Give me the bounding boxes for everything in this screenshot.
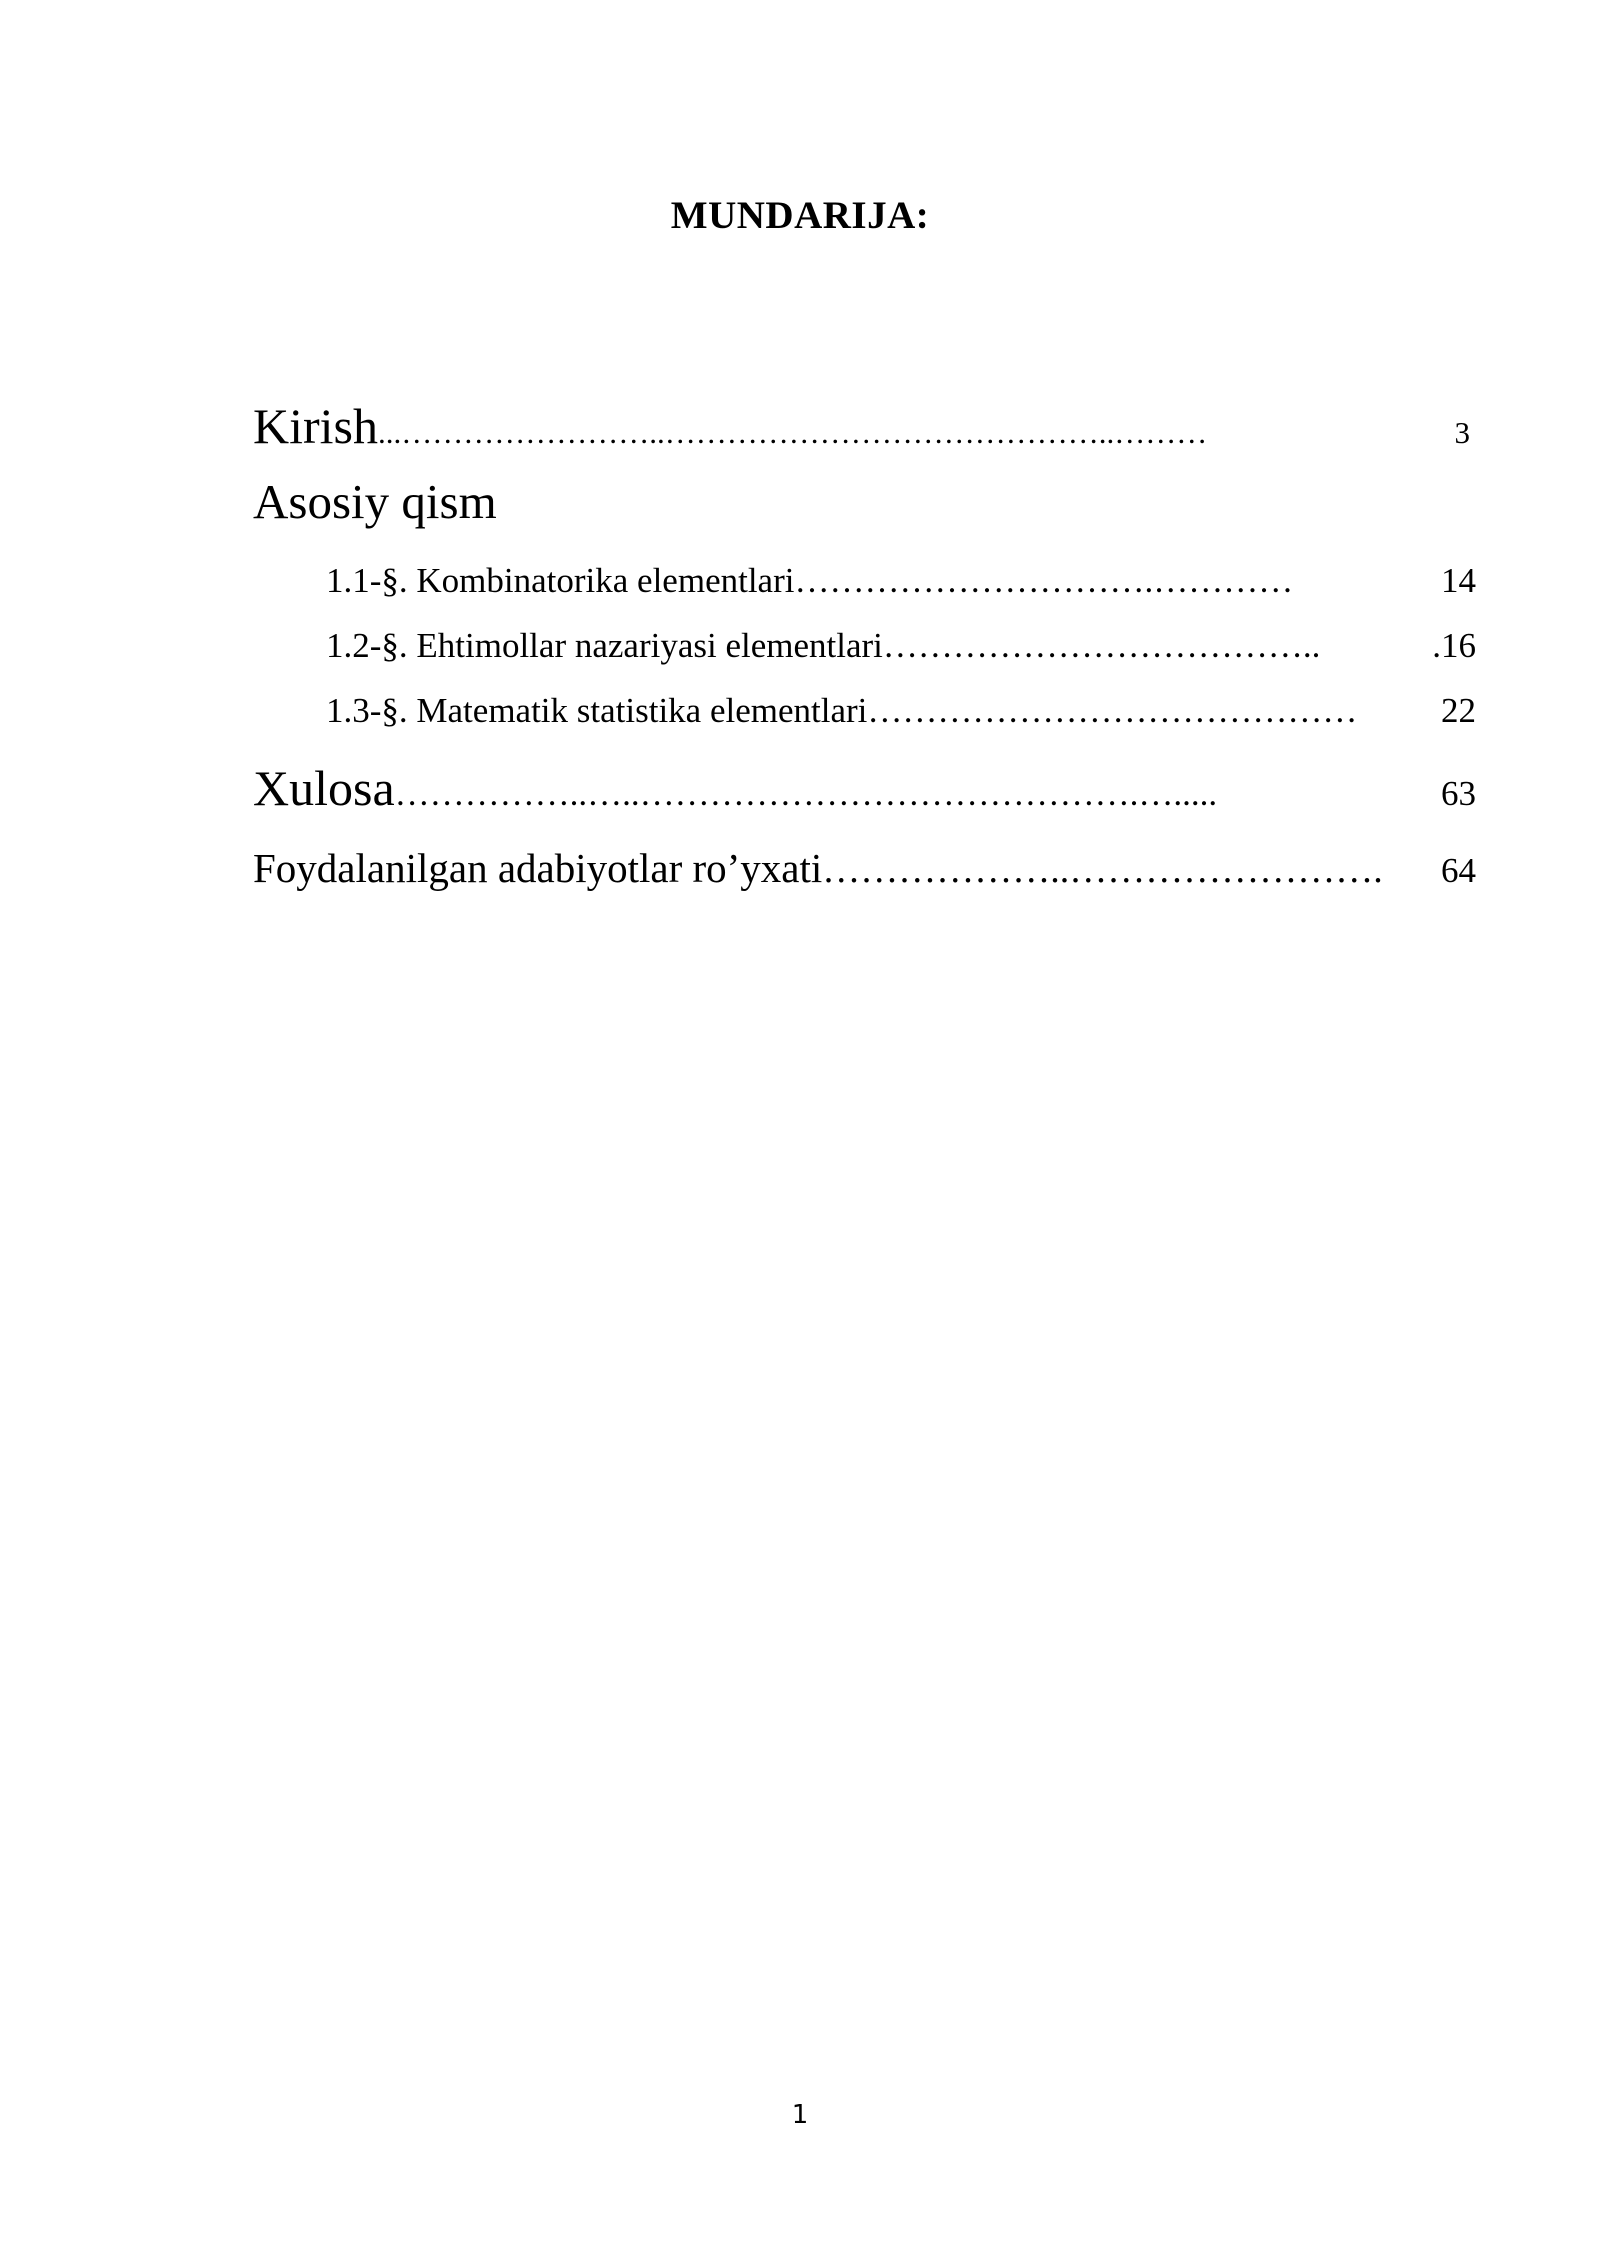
toc-entry-section-1-3[interactable] xyxy=(253,678,1476,743)
toc-leader-dots: ...……………………..……………………………………..……… xyxy=(378,415,1208,450)
toc-entry-label: Asosiy qism xyxy=(253,474,497,529)
table-of-contents xyxy=(253,390,1476,907)
toc-entry-label: Xulosa xyxy=(253,760,395,816)
toc-entry-label: 1.1-§. Kombinatorika elementlari xyxy=(326,561,795,600)
toc-page-number: 14 xyxy=(1441,561,1476,600)
toc-leader-dots: …………………………………… xyxy=(867,691,1358,730)
toc-entry-label: Kirish xyxy=(253,398,378,454)
toc-page-number: 22 xyxy=(1441,691,1476,730)
toc-entry-foydalanilgan-adabiyotlar[interactable] xyxy=(253,829,1476,907)
toc-page-number: 63 xyxy=(1441,774,1476,813)
page-title: MUNDARIJA: xyxy=(670,194,930,237)
toc-entry-section-1-1[interactable] xyxy=(253,548,1476,613)
toc-entry-label: Foydalanilgan adabiyotlar ro’yxati xyxy=(253,845,823,891)
toc-entry-asosiy-qism[interactable] xyxy=(253,462,1476,542)
toc-leader-dots: ……………..…..…………………………………….…..... xyxy=(394,774,1218,813)
toc-page-number: 3 xyxy=(1454,415,1470,450)
toc-leader-dots: ………………..……………………. xyxy=(822,849,1383,891)
toc-page-number: .16 xyxy=(1432,626,1476,665)
toc-entry-label: 1.3-§. Matematik statistika elementlari xyxy=(326,691,868,730)
toc-leader-dots: ……………………………….. xyxy=(882,626,1321,665)
toc-entry-section-1-2[interactable] xyxy=(253,613,1476,678)
toc-entry-label: 1.2-§. Ehtimollar nazariyasi elementlari xyxy=(326,626,883,665)
toc-page-number: 64 xyxy=(1441,851,1476,890)
toc-entry-xulosa[interactable] xyxy=(253,747,1476,829)
toc-entry-kirish[interactable] xyxy=(253,390,1476,462)
toc-leader-dots: ………………………….………… xyxy=(794,561,1294,600)
footer-page-number: 1 xyxy=(791,2100,809,2130)
